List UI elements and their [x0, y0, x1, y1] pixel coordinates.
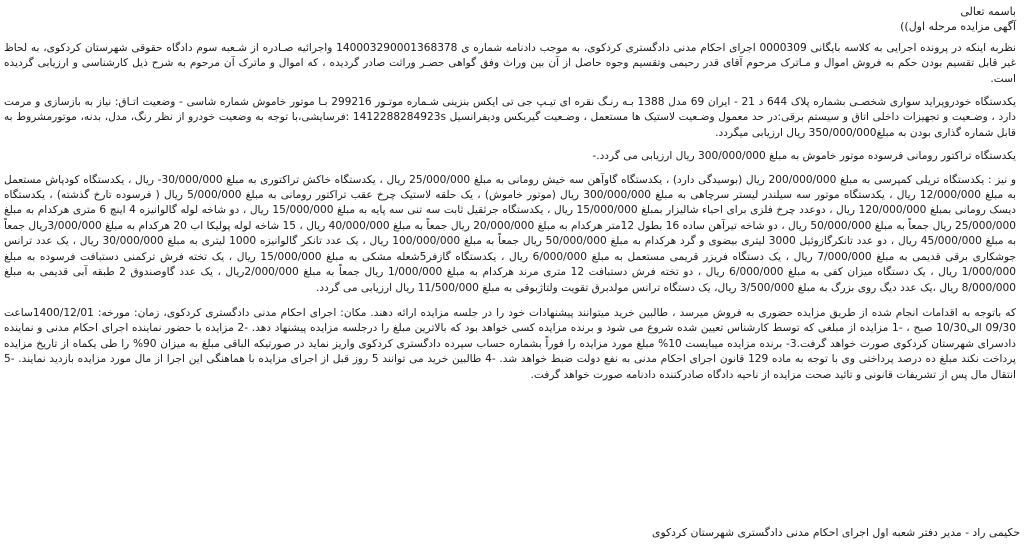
auction-notice-document — [4, 4, 1016, 550]
terms-paragraph: که باتوجه به اقدامات انجام شده از طریق مزایده حضوری به فروش میرسد ، طالبین خرید میتوانند پیشنهادات خود را در جلسه مزایده ارائه دهند. مکان: اجرای احکام مدنی دادگستری کردکوی، زمان: مورخه: 1400/12/01ساعت 09/30 الی10/30 صبح ، -1 مزایده از مبلغی که توسط کارشناس تعیین شده شروع می شود و برنده مزایده کسی خواهد بود که بالاترین مبلغ را درجلسه مزایده پیشنهاد دهد. -2 مزایده با حضور نماینده اجرای احکام مدنی و نماینده دادسرای شهرستان کردکوی صورت خواهد گرفت.3- برنده مزایده میبایست 10% مبلغ مورد مزایده را فوراً بشماره حساب سپرده دادگستری کردکوی واریز نماید در صورتیکه الباقی مبلغ به میزان 90% را طی یکماه از تاریخ مزایده پرداخت نکند مبلغ ده درصد پرداختی وی با توجه به ماده 129 قانون اجرای احکام مدنی به نفع دولت ضبط خواهد شد. -4 طالبین خرید می توانند 5 روز قبل از اجرای مزایده با هماهنگی این اجرا از مال مورد مزایده بازدید نمایند. -5 انتقال مال پس از تشریفات قانونی و تائید صحت مزایده از ناحیه دادگاه صادرکننده دادنامه صورت خواهد گرفت. — [4, 306, 1017, 381]
intro-paragraph: نظربه اینکه در پرونده اجرایی به کلاسه بایگانی 0000309 اجرای احکام مدنی دادگستری کردکوی، به موجب دادنامه شماره ی 140003290001368378 واجرائیه صـادره از شـعبه سوم دادگاه حقوقی شهرستان کردکوی، به لحاظ غیر قابل تقسیم بودن حکم به فروش اموال و مـاترک مرحوم آقای قدر رحیمی وتقسیم وجوه حاصل از آن بین وراث وفق گواهی حصـر وراثت صادر گردیده ، که اموال و ماترک آن مرحوم به شرح ذیل کارشناسی و ارزیابی گردیده است. — [4, 41, 1017, 85]
signature-line: حکیمی راد - مدیر دفتر شعبه اول اجرای احکام مدنی دادگستری شهرستان کردکوی — [652, 526, 1020, 540]
spacer — [4, 296, 1016, 306]
tractor-paragraph: یکدستگاه تراکتور رومانی فرسوده موتور خاموش به مبلغ 300/000/000 ریال ارزیابی می گردد.- — [592, 150, 1016, 163]
spacer — [4, 165, 1016, 173]
vehicle-paragraph: یکدستگاه خودروپراید سواری شخصـی بشماره پلاک 644 د 21 - ایران 69 مدل 1388 بـه رنـگ نقره ای تیـپ جی تی ایکس بنزینی شـماره موتـور 299216 بـا موتور خاموش شماره شاسی - وضعیت اتـاق: نیاز به بازسازی و مرمت دارد ، وضـعیت و تجهیزات داخلی اتاق و سیستم برقی:در حد معمول وضـعیت لاستیک ها مستعمل ، وضـعیت گیربکس ودیفرانسیل 1412288284923s :فرسایشی،با توجه به وضعیت خودرو از نظر رنگ، مدل، بدنه، موتورمشروط به قابل شماره گذاری بودن به مبلغ350/000/000 ریال ارزیابی میگردد. — [4, 96, 1017, 139]
spacer — [4, 87, 1016, 95]
items-paragraph: و نیز : یکدستگاه تریلی کمپرسی به مبلغ 200/000/000 ریال (بوسیدگی دارد) ، یکدستگاه گاوآهن سه خیش رومانی به مبلغ 25/000/000 ریال ، یکدستگاه خاکش تراکتوری به مبلغ 30/000/000- ریال ، یکدستگاه کودپاش مستعمل به مبلغ 12/000/000 ریال ، یکدستگاه موتور سه سیلندر لیستر سرچاهی به مبلغ 300/000/000 ریال (موتور خاموش) ، یک حلقه لاستیک چرخ عقب تراکتور رومانی به مبلغ 5/000/000 ریال ( فرسوده تارخ گذشته) ، یکدستگاه دیسک رومانی بمبلغ 120/000/000 ریال ، دوعدد چرخ فلزی برای احیاء شالیزار بمبلغ 15/000/000 ریال ، یکدستگاه جرثقیل ثابت سه تنی سه پایه به مبلغ 15/000/000 ریال ، دو شاخه لوله گالوانیزه 4 اینچ 6 متری هرکدام به مبلغ 25/000/000 ریال جمعاً به مبلغ 50/000/000 ریال ، دو شاخه تیرآهن ساده 16 بطول 12متر هرکدام به مبلغ 20/000/000 ریال جمعاً به مبلغ 40/000/000 ریال ، 15 شاخه لوله پولیکا اب 20 هرکدام به مبلغ 3/000/000ریال جمعاً به مبلغ 45/000/000 ریال ، دو عدد تانکرگازوئیل 3000 لیتری بیضوی و گرد هرکدام به مبلغ 50/000/000 ریال جمعاً به مبلغ 100/000/000 ریال ، یک عدد تانکر گالوانیزه 1000 لیتری به مبلغ 30/000/000 ریال ، یک عدد ترانس جوشکاری برقی قدیمی به مبلغ 7/000/000 ریال ، یک دستگاه فریزر قریمی مستعمل به مبلغ 6/000/000 ریال ، یکدستگاه گازفر5شعله مشکی به مبلغ 15/000/000 ریال ، یک تخته فرش ترکمنی دستبافت فرسوده به مبلغ 1/000/000 ریال ، یک دستگاه میزان کفی به مبلغ 6/000/000 ریال ، دو تخته فرش دستبافت 12 متری مرند هرکدام به مبلغ 1/000/000 ریال جمعاً به مبلغ 2/000/000ریال ، یک عدد گاوصندوق 2 طبقه آبی قدیمی به مبلغ 8/000/000 ریال ،یک عدد دیگ روی بزرگ به مبلغ 3/500/000 ریال، یک دستگاه ترانس مولدبرق تقویت ولتاژبوقی به مبلغ 11/500/000 ریال ارزیابی می گردد. — [4, 173, 1017, 294]
document-invocation: باسمه تعالی — [960, 5, 1016, 18]
spacer — [4, 141, 1016, 149]
document-title: آگهی مزایده مرحله اول)) — [900, 20, 1016, 34]
